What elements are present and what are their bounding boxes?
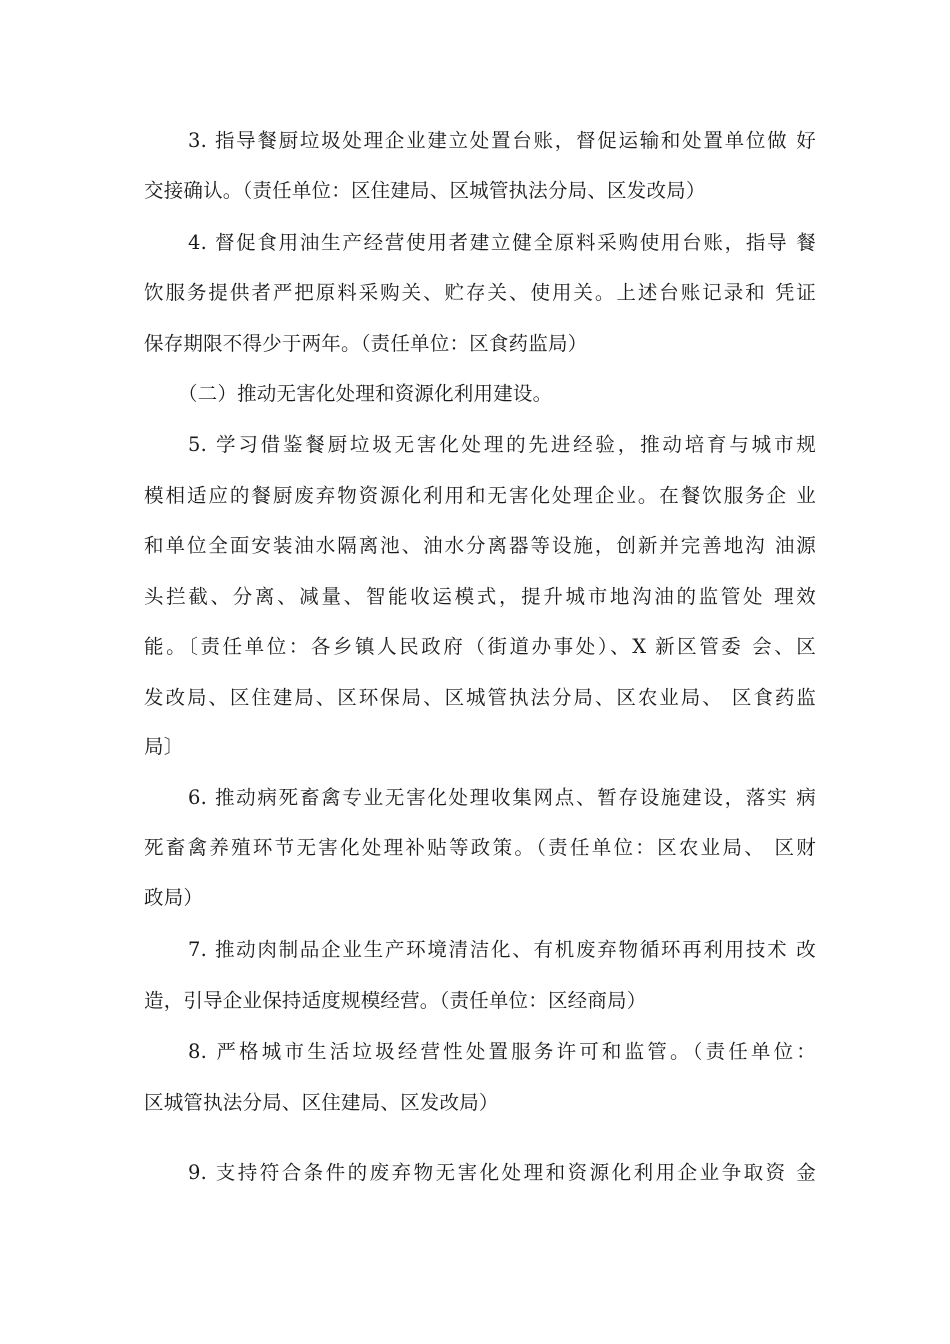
item-4-line-1: 4. 督促食用油生产经营使用者建立健全原料采购使用台账，指导 餐 — [188, 231, 816, 254]
item-5-line-3: 和单位全面安装油水隔离池、油水分离器等设施，创新并完善地沟 油源 — [144, 534, 816, 557]
item-5-line-1: 5. 学习借鉴餐厨垃圾无害化处理的先进经验，推动培育与城市规 — [188, 433, 816, 456]
item-4-line-3: 保存期限不得少于两年。（责任单位：区食药监局） — [144, 332, 588, 355]
item-6-line-1: 6. 推动病死畜禽专业无害化处理收集网点、暂存设施建设，落实 病 — [188, 786, 816, 809]
item-6-line-3: 政局） — [144, 886, 204, 909]
item-5-line-5: 能。〔责任单位：各乡镇人民政府（街道办事处）、X 新区管委 会、区 — [144, 635, 816, 658]
item-8-line-2: 区城管执法分局、区住建局、区发改局） — [144, 1091, 499, 1114]
item-4-line-2: 饮服务提供者严把原料采购关、贮存关、使用关。上述台账记录和 凭证 — [144, 281, 816, 304]
item-5-line-4: 头拦截、分离、减量、智能收运模式，提升城市地沟油的监管处 理效 — [144, 585, 816, 608]
item-5-line-6: 发改局、区住建局、区环保局、区城管执法分局、区农业局、 区食药监 — [144, 686, 816, 709]
item-9-line-1: 9. 支持符合条件的废弃物无害化处理和资源化利用企业争取资 金 — [188, 1161, 816, 1184]
item-8-line-1: 8. 严格城市生活垃圾经营性处置服务许可和监管。（责任单位： — [188, 1040, 816, 1063]
item-5-line-7: 局〕 — [144, 735, 184, 758]
item-3-line-1: 3. 指导餐厨垃圾处理企业建立处置台账，督促运输和处置单位做 好 — [188, 129, 816, 152]
item-7-line-2: 造，引导企业保持适度规模经营。（责任单位：区经商局） — [144, 989, 647, 1012]
item-5-line-2: 模相适应的餐厨废弃物资源化利用和无害化处理企业。在餐饮服务企 业 — [144, 484, 816, 507]
section-heading-2: （二）推动无害化处理和资源化利用建设。 — [178, 382, 553, 405]
item-6-line-2: 死畜禽养殖环节无害化处理补贴等政策。（责任单位：区农业局、 区财 — [144, 836, 816, 859]
item-3-line-2: 交接确认。（责任单位：区住建局、区城管执法分局、区发改局） — [144, 179, 706, 202]
item-7-line-1: 7. 推动肉制品企业生产环境清洁化、有机废弃物循环再利用技术 改 — [188, 938, 816, 961]
